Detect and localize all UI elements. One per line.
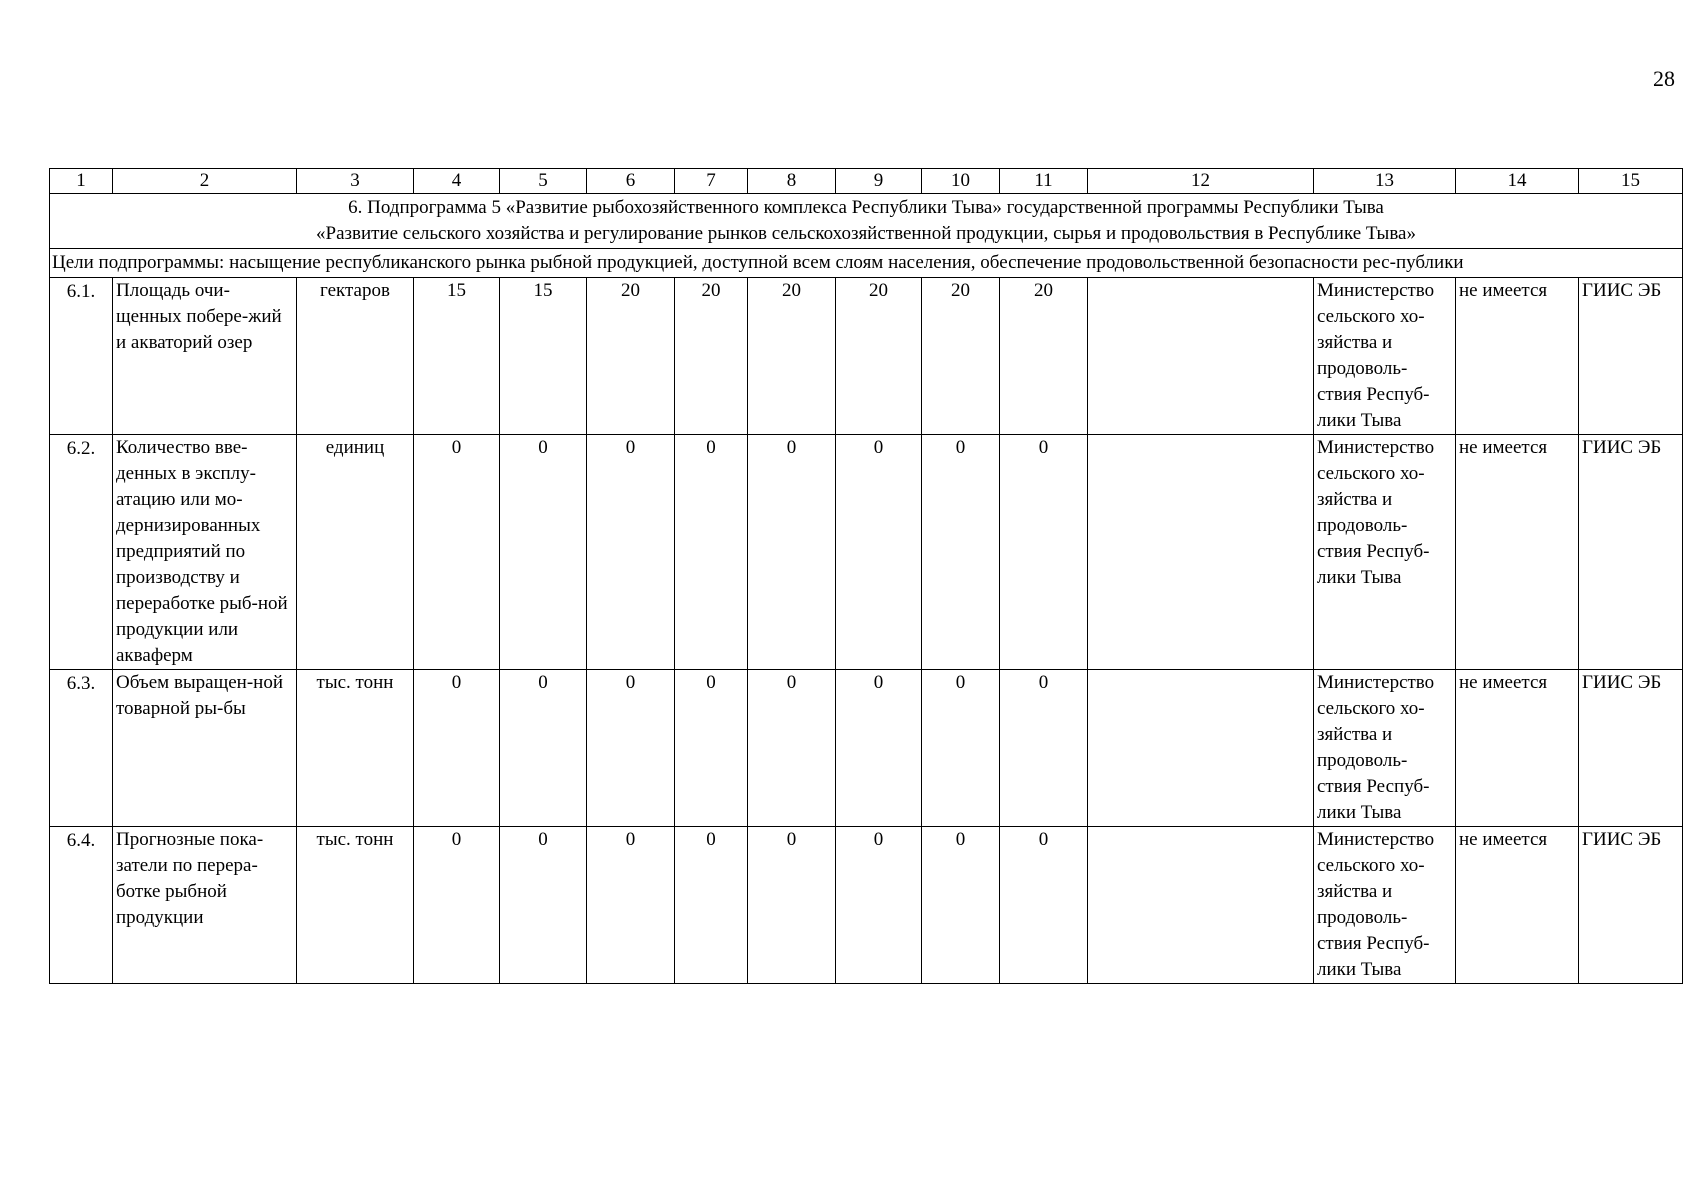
column-number: 15 [1579,169,1683,194]
indicators-table-wrapper [49,168,1672,984]
goals-text: Цели подпрограммы: насыщение республиканского рынка рыбной продукцией, доступной всем слоям населения, обеспечение продовольственной безопасности рес-публики [50,249,1683,278]
page-number: 28 [1653,66,1675,91]
value-cell: 20 [922,278,1000,435]
column-number: 13 [1314,169,1456,194]
responsible-body: Министерство сельского хо-зяйства и продоволь-ствия Респуб-лики Тыва [1314,670,1456,827]
subprogram-title-line1: 6. Подпрограмма 5 «Развитие рыбохозяйственного комплекса Республики Тыва» государственной программы Республики Тыва [348,197,1384,218]
value-cell: 0 [500,670,587,827]
row-number: 6.4. [50,827,113,984]
value-cell: 0 [675,670,748,827]
value-cell: 0 [748,670,836,827]
value-cell: 0 [587,435,675,670]
row-number: 6.2. [50,435,113,670]
value-cell: 0 [675,435,748,670]
column-number: 10 [922,169,1000,194]
value-cell: 0 [587,670,675,827]
indicator-name: Объем выращен-ной товарной ры-бы [113,670,297,827]
value-cell: 15 [414,278,500,435]
column-number: 1 [50,169,113,194]
column-number: 3 [297,169,414,194]
value-cell: 0 [414,670,500,827]
value-cell: 0 [1000,435,1088,670]
column-12-cell [1088,827,1314,984]
value-cell: 0 [748,435,836,670]
subprogram-title-line2: «Развитие сельского хозяйства и регулирование рынков сельскохозяйственной продукции, сырья и продовольствия в Республике Тыва» [316,223,1416,244]
table-row [50,435,1683,670]
unit: тыс. тонн [297,670,414,827]
value-cell: 0 [587,827,675,984]
note-cell: не имеется [1456,278,1579,435]
value-cell: 0 [1000,670,1088,827]
value-cell: 20 [587,278,675,435]
value-cell: 20 [836,278,922,435]
column-number: 11 [1000,169,1088,194]
column-12-cell [1088,670,1314,827]
value-cell: 0 [414,435,500,670]
value-cell: 15 [500,278,587,435]
column-number: 5 [500,169,587,194]
row-number: 6.3. [50,670,113,827]
value-cell: 0 [500,827,587,984]
unit: единиц [297,435,414,670]
data-source: ГИИС ЭБ [1579,278,1683,435]
value-cell: 0 [500,435,587,670]
value-cell: 0 [414,827,500,984]
data-source: ГИИС ЭБ [1579,827,1683,984]
column-number: 7 [675,169,748,194]
column-number: 4 [414,169,500,194]
responsible-body: Министерство сельского хо-зяйства и продоволь-ствия Респуб-лики Тыва [1314,827,1456,984]
unit: гектаров [297,278,414,435]
column-number-row [50,169,1683,194]
responsible-body: Министерство сельского хо-зяйства и продоволь-ствия Респуб-лики Тыва [1314,435,1456,670]
column-number: 8 [748,169,836,194]
indicator-name: Площадь очи-щенных побере-жий и акваторий озер [113,278,297,435]
data-source: ГИИС ЭБ [1579,670,1683,827]
subprogram-title-row [50,194,1683,249]
value-cell: 0 [922,435,1000,670]
value-cell: 20 [1000,278,1088,435]
column-number: 2 [113,169,297,194]
column-number: 9 [836,169,922,194]
note-cell: не имеется [1456,435,1579,670]
column-12-cell [1088,435,1314,670]
value-cell: 20 [675,278,748,435]
value-cell: 20 [748,278,836,435]
column-number: 12 [1088,169,1314,194]
table-row [50,278,1683,435]
data-source: ГИИС ЭБ [1579,435,1683,670]
value-cell: 0 [922,827,1000,984]
column-number: 14 [1456,169,1579,194]
table-row [50,827,1683,984]
goals-row [50,249,1683,278]
column-12-cell [1088,278,1314,435]
value-cell: 0 [836,435,922,670]
value-cell: 0 [836,827,922,984]
indicator-name: Прогнозные пока-затели по перера-ботке рыбной продукции [113,827,297,984]
subprogram-title-cell [50,194,1683,249]
indicator-name: Количество вве-денных в эксплу-атацию или мо-дернизированных предприятий по производству и переработке рыб-ной продукции или акваферм [113,435,297,670]
responsible-body: Министерство сельского хо-зяйства и продоволь-ствия Респуб-лики Тыва [1314,278,1456,435]
indicators-table [49,168,1683,984]
note-cell: не имеется [1456,670,1579,827]
value-cell: 0 [1000,827,1088,984]
table-row [50,670,1683,827]
value-cell: 0 [675,827,748,984]
value-cell: 0 [748,827,836,984]
value-cell: 0 [922,670,1000,827]
value-cell: 0 [836,670,922,827]
column-number: 6 [587,169,675,194]
unit: тыс. тонн [297,827,414,984]
note-cell: не имеется [1456,827,1579,984]
row-number: 6.1. [50,278,113,435]
